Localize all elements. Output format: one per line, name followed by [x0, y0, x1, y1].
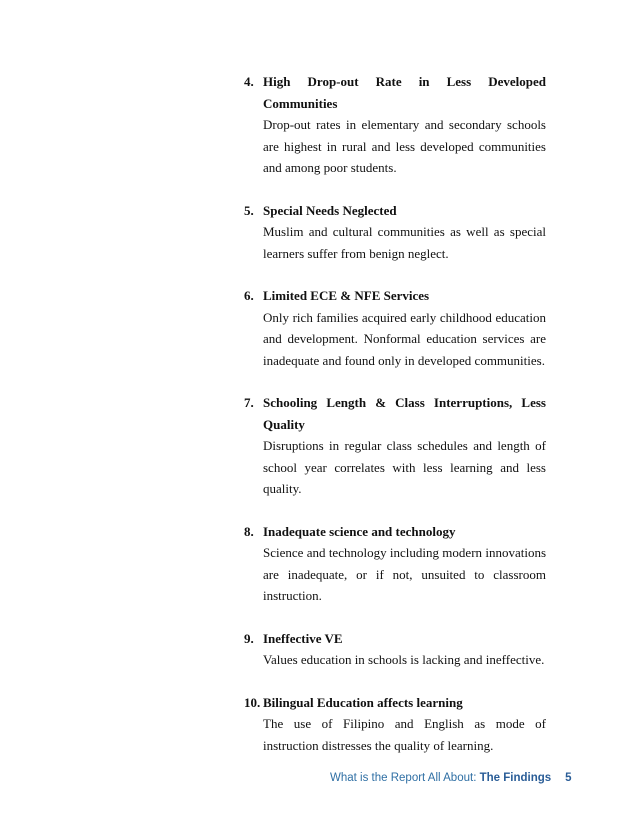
finding-title: Inadequate science and technology: [263, 523, 456, 539]
finding-number: 9.: [244, 630, 254, 646]
finding-item: [244, 200, 546, 265]
page-footer: [330, 772, 570, 784]
finding-title: Bilingual Education affects learning: [263, 694, 463, 710]
finding-heading: [244, 285, 546, 307]
finding-description: Science and technology including modern innovations are inadequate, or if not, unsuited to classroom instruction.: [263, 545, 546, 603]
finding-item: [244, 521, 546, 607]
finding-item: [244, 71, 546, 179]
finding-item: [244, 628, 546, 671]
finding-description: The use of Filipino and English as mode of instruction distresses the quality of learning.: [263, 716, 546, 753]
finding-number: 8.: [244, 523, 254, 539]
finding-item: [244, 285, 546, 371]
page-number: 5: [565, 772, 572, 784]
finding-heading: [244, 71, 546, 114]
finding-item: [244, 392, 546, 500]
finding-item: [244, 692, 546, 757]
finding-heading: [244, 392, 546, 435]
finding-number: 7.: [244, 395, 254, 410]
finding-number: 10.: [244, 694, 261, 710]
finding-description: Muslim and cultural communities as well as special learners suffer from benign neglect.: [263, 224, 546, 261]
finding-description: Only rich families acquired early childhood education and development. Nonformal education services are inadequate and found only in developed communities.: [263, 309, 546, 368]
finding-heading: [244, 628, 546, 650]
footer-prefix: What is the Report All About:: [330, 772, 480, 784]
finding-description: Values education in schools is lacking and ineffective.: [263, 652, 545, 667]
finding-description: Disruptions in regular class schedules and length of school year correlates with less learning and less quality.: [263, 438, 546, 496]
finding-title: High Drop-out Rate in Less Developed Communities: [263, 74, 546, 111]
finding-title: Ineffective VE: [263, 630, 343, 646]
finding-heading: [244, 200, 546, 222]
finding-number: 4.: [244, 74, 254, 89]
findings-list: [244, 71, 546, 777]
finding-description: Drop-out rates in elementary and secondary schools are highest in rural and less developed communities and among poor students.: [263, 117, 546, 175]
finding-title: Schooling Length & Class Interruptions, Less Quality: [263, 395, 546, 432]
finding-number: 6.: [244, 288, 254, 303]
footer-section: The Findings: [479, 772, 552, 784]
finding-title: Special Needs Neglected: [263, 202, 397, 218]
finding-heading: [244, 521, 546, 543]
finding-title: Limited ECE & NFE Services: [263, 288, 430, 303]
finding-heading: [244, 692, 546, 714]
finding-number: 5.: [244, 202, 254, 218]
